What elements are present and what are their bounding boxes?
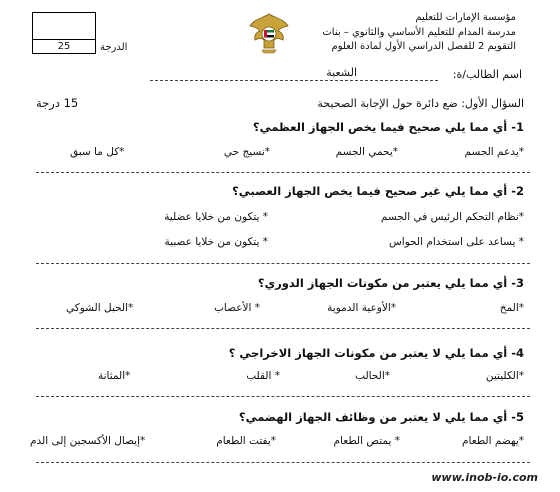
- question-separator: [36, 396, 530, 397]
- question-separator: [36, 263, 530, 264]
- header-line-2: مدرسة المدام للتعليم الأساسي والثانوي – بنات: [322, 27, 516, 38]
- question-1: 1- أي مما يلي صحيح فيما يخص الجهاز العظمي؟: [252, 120, 524, 134]
- question-2: 2- أي مما يلي غير صحيح فيما يخص الجهاز العصبي؟: [232, 184, 524, 198]
- q3-option-2[interactable]: *الأوعية الدموية: [327, 302, 396, 314]
- question-3: 3- أي مما يلي يعتبر من مكونات الجهاز الدوري؟: [257, 276, 524, 290]
- q2-option-3[interactable]: * يساعد على استخدام الحواس: [388, 236, 524, 248]
- score-box: [32, 12, 96, 54]
- header-line-1: مؤسسة الإمارات للتعليم: [415, 12, 516, 23]
- student-name-label: اسم الطالب/ة:: [452, 68, 522, 81]
- grade-label: الدرجة: [100, 42, 128, 53]
- section-title: السؤال الأول: ضع دائرة حول الإجابة الصحيحة: [317, 97, 524, 110]
- q5-option-3[interactable]: *يفتت الطعام: [216, 435, 276, 447]
- q5-option-2[interactable]: * يمتص الطعام: [333, 435, 400, 447]
- q1-option-2[interactable]: *يحمي الجسم: [335, 146, 398, 158]
- q2-option-2[interactable]: * يتكون من خلايا عضلية: [164, 211, 268, 223]
- section-label: الشعبة: [323, 66, 360, 79]
- question-4: 4- أي مما يلي لا يعتبر من مكونات الجهاز الاخراجي ؟: [228, 346, 524, 360]
- q2-option-4[interactable]: * يتكون من خلايا عصبية: [164, 236, 268, 248]
- question-separator: [36, 462, 530, 463]
- q2-option-1[interactable]: *نظام التحكم الرئيس في الجسم: [380, 211, 524, 223]
- q3-option-4[interactable]: *الحبل الشوكي: [66, 302, 134, 314]
- question-5: 5- أي مما يلي لا يعتبر من وظائف الجهاز الهضمي؟: [238, 410, 524, 424]
- header-line-3: التقويم 2 للفصل الدراسي الأول لمادة العلوم: [331, 41, 516, 52]
- q4-option-2[interactable]: *الحالب: [355, 370, 390, 382]
- q5-option-1[interactable]: *يهضم الطعام: [462, 435, 524, 447]
- q3-option-1[interactable]: *المخ: [499, 302, 524, 314]
- q5-option-4[interactable]: *إيصال الأكسجين إلى الدم: [30, 435, 146, 447]
- q4-option-4[interactable]: *المثانة: [98, 370, 131, 382]
- uae-emblem-icon: [246, 10, 292, 56]
- q4-option-1[interactable]: *الكليتين: [485, 370, 524, 382]
- question-separator: [36, 328, 530, 329]
- q1-option-1[interactable]: *يدعم الجسم: [464, 146, 524, 158]
- q3-option-3[interactable]: * الأعصاب: [214, 302, 260, 314]
- watermark: www.inob-io.com: [431, 471, 538, 484]
- score-value: 25: [57, 41, 71, 52]
- student-name-line: [150, 80, 438, 81]
- question-separator: [36, 172, 530, 173]
- q4-option-3[interactable]: * القلب: [246, 370, 280, 382]
- q1-option-4[interactable]: *كل ما سبق: [70, 146, 125, 158]
- section-marks: 15 درجة: [36, 96, 79, 110]
- q1-option-3[interactable]: *نسيج حي: [223, 146, 270, 158]
